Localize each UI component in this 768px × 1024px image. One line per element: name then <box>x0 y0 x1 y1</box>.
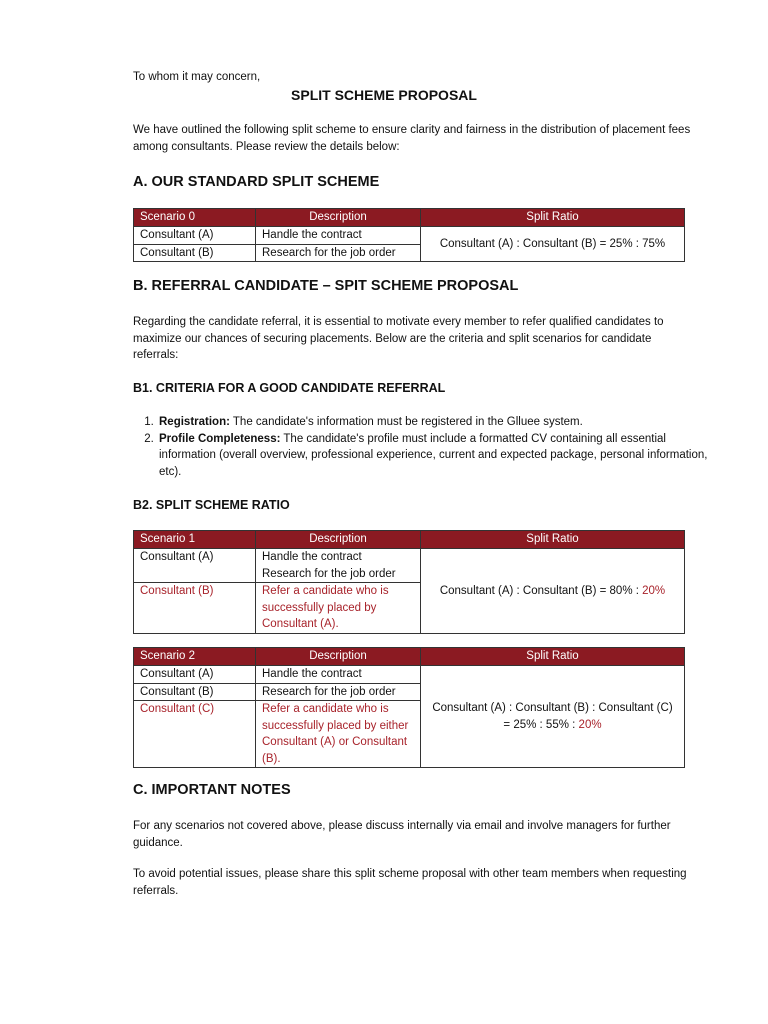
role-cell: Consultant (A) <box>134 549 256 583</box>
role-cell: Consultant (A) <box>134 227 256 245</box>
split-ratio-cell <box>421 549 685 634</box>
table-row <box>134 549 685 583</box>
ratio-text: = 25% : 55% : <box>503 718 579 731</box>
description-cell: Research for the job order <box>256 683 421 701</box>
ratio-text: Consultant (A) : Consultant (B) = 80% : <box>439 584 643 597</box>
role-cell: Consultant (A) <box>134 666 256 684</box>
ratio-highlight: 20% <box>578 718 602 731</box>
table-header-cell: Split Ratio <box>421 648 685 666</box>
table-header-row <box>134 531 685 549</box>
ratio-text: Consultant (A) : Consultant (B) : Consultant (C) <box>432 702 673 714</box>
role-cell: Consultant (C) <box>134 701 256 768</box>
table-header-cell: Scenario 1 <box>134 531 256 549</box>
standard-split-table <box>133 208 685 262</box>
section-b-heading: B. REFERRAL CANDIDATE – SPIT SCHEME PROPOSAL <box>133 278 519 294</box>
intro-paragraph: We have outlined the following split scheme to ensure clarity and fairness in the distribution of placement fees among consultants. Please review the details below: <box>133 124 691 153</box>
table-header-cell: Split Ratio <box>421 209 685 227</box>
table-header-row <box>134 209 685 227</box>
description-cell: Refer a candidate who is successfully placed by either Consultant (A) or Consultant (B). <box>256 701 421 768</box>
description-cell: Handle the contract <box>256 666 421 684</box>
criteria-list <box>133 414 713 480</box>
table-header-cell: Description <box>256 531 421 549</box>
document-title: SPLIT SCHEME PROPOSAL <box>291 87 477 103</box>
section-b1-heading: B1. CRITERIA FOR A GOOD CANDIDATE REFERRAL <box>133 381 446 395</box>
section-a-heading: A. OUR STANDARD SPLIT SCHEME <box>133 174 380 190</box>
criteria-text: The candidate's information must be registered in the Glluee system. <box>229 416 583 428</box>
section-b-intro: Regarding the candidate referral, it is essential to motivate every member to refer qualified candidates to maximize our chances of securing placements. Below are the criteria and split scenarios for candidate referrals: <box>133 316 664 361</box>
table-header-cell: Description <box>256 648 421 666</box>
split-ratio-cell: Consultant (A) : Consultant (B) = 25% : 75% <box>421 227 685 262</box>
table-row <box>134 666 685 684</box>
table-header-cell: Description <box>256 209 421 227</box>
criteria-label: Registration: <box>159 416 230 428</box>
ratio-highlight: 20% <box>642 584 666 597</box>
role-cell: Consultant (B) <box>134 683 256 701</box>
description-cell: Handle the contract Research for the job order <box>256 549 421 583</box>
table-header-row <box>134 648 685 666</box>
note-paragraph: For any scenarios not covered above, please discuss internally via email and involve managers for further guidance. <box>133 820 671 849</box>
criteria-text: The candidate's profile must include a formatted CV containing all essential information (overall overview, professional experience, current and expected package, personal information, etc). <box>159 432 708 478</box>
description-cell: Refer a candidate who is successfully placed by Consultant (A). <box>256 583 421 634</box>
table-header-cell: Split Ratio <box>421 531 685 549</box>
scenario-2-table <box>133 647 685 768</box>
role-cell: Consultant (B) <box>134 244 256 262</box>
description-cell: Handle the contract <box>256 227 421 245</box>
criteria-label: Profile Completeness: <box>159 432 281 445</box>
description-cell: Research for the job order <box>256 244 421 262</box>
section-b2-heading: B2. SPLIT SCHEME RATIO <box>133 498 290 512</box>
note-paragraph: To avoid potential issues, please share this split scheme proposal with other team members when requesting referrals. <box>133 868 687 897</box>
split-ratio-cell <box>421 666 685 768</box>
table-header-cell: Scenario 0 <box>134 209 256 227</box>
table-row <box>134 227 685 245</box>
list-item <box>157 414 713 431</box>
greeting: To whom it may concern, <box>133 71 261 83</box>
scenario-1-table <box>133 530 685 634</box>
section-c-heading: C. IMPORTANT NOTES <box>133 782 291 798</box>
table-header-cell: Scenario 2 <box>134 648 256 666</box>
list-item <box>157 431 713 481</box>
role-cell: Consultant (B) <box>134 583 256 634</box>
